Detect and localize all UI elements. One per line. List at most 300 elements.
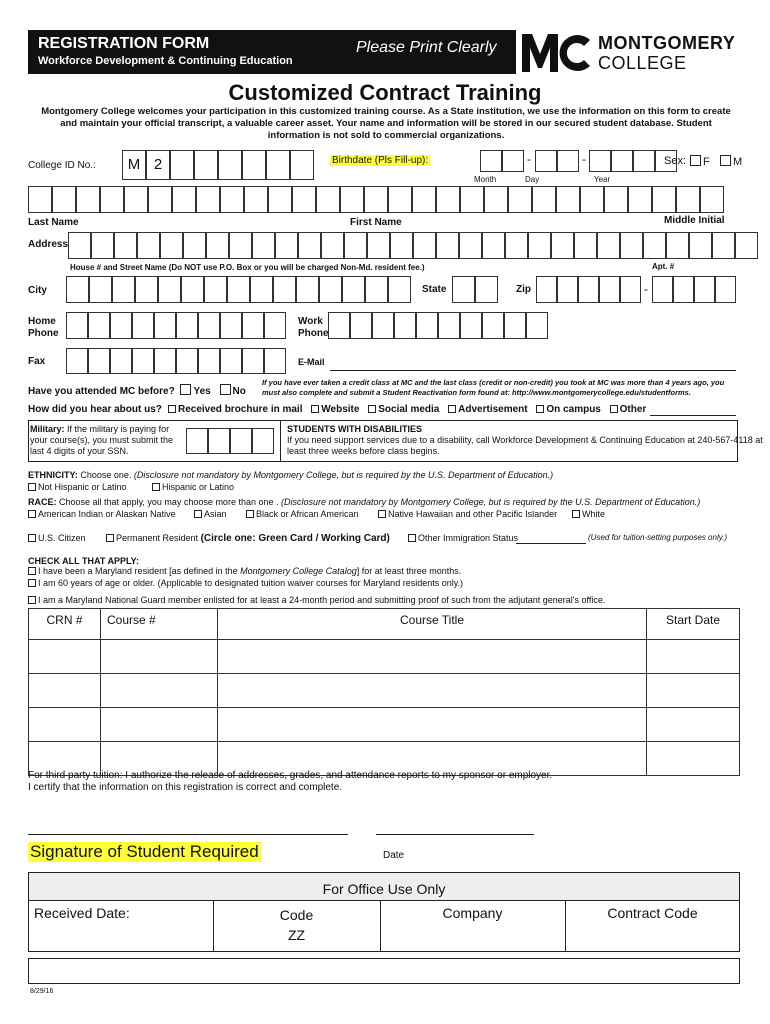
home-phone-label xyxy=(28,316,59,340)
sex-m-label: M xyxy=(733,156,743,168)
contract-code-label: Contract Code xyxy=(607,905,698,921)
city-char[interactable] xyxy=(66,276,89,303)
disabilities-note xyxy=(287,424,763,457)
name-field-row[interactable] xyxy=(28,186,724,213)
race-option[interactable] xyxy=(246,509,359,519)
address-char[interactable] xyxy=(551,232,574,259)
military-note xyxy=(30,424,173,457)
checkbox-icon[interactable] xyxy=(448,405,456,413)
last-name-char[interactable] xyxy=(52,186,76,213)
address-char[interactable] xyxy=(183,232,206,259)
start-date-cell[interactable] xyxy=(647,640,740,674)
address-char[interactable] xyxy=(206,232,229,259)
course-table xyxy=(28,608,740,776)
address-char[interactable] xyxy=(68,232,91,259)
checkbox-icon[interactable] xyxy=(168,405,176,413)
mc-logo-icon xyxy=(520,30,592,74)
address-char[interactable] xyxy=(275,232,298,259)
ethnicity-note: (Disclosure not mandatory by Montgomery College, but is required by the U.S. Department of Education.) xyxy=(133,470,554,480)
address-char[interactable] xyxy=(160,232,183,259)
city-char[interactable] xyxy=(112,276,135,303)
middle-initial-label: Middle Initial xyxy=(664,215,725,226)
permanent-resident-label: Permanent Resident xyxy=(116,533,199,543)
college-id-digit[interactable] xyxy=(290,150,314,180)
heard-option[interactable] xyxy=(536,404,600,415)
last-name-char[interactable] xyxy=(76,186,100,213)
race-header xyxy=(28,497,700,507)
citizen-label: U.S. Citizen xyxy=(38,533,86,543)
fax-digit[interactable] xyxy=(154,348,176,374)
form-title: Customized Contract Training xyxy=(228,80,542,105)
middle-initial-char[interactable] xyxy=(700,186,724,213)
other-immigration-label: Other Immigration Status xyxy=(418,533,519,543)
birth-day-digit[interactable] xyxy=(535,150,557,172)
college-id-digit[interactable] xyxy=(194,150,218,180)
disabilities-text: least three weeks before class begins. xyxy=(287,446,440,456)
city-char[interactable] xyxy=(365,276,388,303)
fax-digit[interactable] xyxy=(198,348,220,374)
address-char[interactable] xyxy=(137,232,160,259)
birth-year-digit[interactable] xyxy=(589,150,611,172)
zip-dash: - xyxy=(644,282,648,296)
attended-yes-label: Yes xyxy=(193,386,211,397)
address-char[interactable] xyxy=(620,232,643,259)
check-all-label: CHECK ALL THAT APPLY: xyxy=(28,556,140,566)
last-name-char[interactable] xyxy=(220,186,244,213)
phone-digit[interactable] xyxy=(132,312,154,339)
age-60-option[interactable] xyxy=(28,578,463,588)
phone-digit[interactable] xyxy=(526,312,548,339)
first-name-char[interactable] xyxy=(412,186,436,213)
fax-field[interactable] xyxy=(66,348,286,374)
citizen-option[interactable] xyxy=(28,533,86,543)
ssn-digit[interactable] xyxy=(252,428,274,454)
first-name-char[interactable] xyxy=(508,186,532,213)
ethnicity-option[interactable] xyxy=(28,482,127,492)
crn-cell[interactable] xyxy=(29,640,101,674)
attended-no-label: No xyxy=(232,386,246,397)
phone-digit[interactable] xyxy=(372,312,394,339)
zip4-field[interactable] xyxy=(652,276,736,303)
zip4-digit[interactable] xyxy=(715,276,736,303)
state-label: State xyxy=(422,284,447,295)
check-item-text: I am a Maryland National Guard member enlisted for at least a 24-month period and submitting proof of such from the adjutant general's office. xyxy=(38,595,606,605)
checkbox-icon[interactable] xyxy=(28,510,36,518)
ethnicity-option[interactable] xyxy=(152,482,234,492)
address-char[interactable] xyxy=(505,232,528,259)
course-title-cell[interactable] xyxy=(218,674,647,708)
fax-digit[interactable] xyxy=(88,348,110,374)
last-name-char[interactable] xyxy=(100,186,124,213)
birth-year-digit[interactable] xyxy=(611,150,633,172)
print-note: Please Print Clearly xyxy=(356,39,497,56)
military-label: Military: xyxy=(30,424,65,434)
city-label: City xyxy=(28,285,47,296)
city-char[interactable] xyxy=(89,276,112,303)
fax-digit[interactable] xyxy=(66,348,88,374)
other-immigration-option[interactable] xyxy=(408,533,518,543)
race-label: RACE: xyxy=(28,497,57,507)
phone-digit[interactable] xyxy=(416,312,438,339)
last-name-char[interactable] xyxy=(268,186,292,213)
checkbox-icon[interactable] xyxy=(28,483,36,491)
city-char[interactable] xyxy=(158,276,181,303)
city-char[interactable] xyxy=(204,276,227,303)
college-id-digit[interactable] xyxy=(170,150,194,180)
ssn-digit[interactable] xyxy=(230,428,252,454)
logo-text-montgomery: MONTGOMERY xyxy=(598,33,736,53)
race-option-label: Asian xyxy=(204,509,227,519)
race-option[interactable] xyxy=(28,509,176,519)
checkbox-icon[interactable] xyxy=(690,155,701,166)
address-char[interactable] xyxy=(413,232,436,259)
city-char[interactable] xyxy=(388,276,411,303)
city-char[interactable] xyxy=(250,276,273,303)
zip-digit[interactable] xyxy=(536,276,557,303)
phone-digit[interactable] xyxy=(88,312,110,339)
fax-digit[interactable] xyxy=(132,348,154,374)
city-char[interactable] xyxy=(227,276,250,303)
checkbox-icon[interactable] xyxy=(536,405,544,413)
phone-digit[interactable] xyxy=(394,312,416,339)
first-name-char[interactable] xyxy=(484,186,508,213)
zip-label: Zip xyxy=(516,284,531,295)
first-name-char[interactable] xyxy=(364,186,388,213)
checkbox-icon[interactable] xyxy=(220,384,231,395)
checkbox-icon[interactable] xyxy=(408,534,416,542)
race-option[interactable] xyxy=(572,509,605,519)
heard-options xyxy=(168,404,646,415)
home-phone-label-line: Home xyxy=(28,316,56,327)
form-type-title: REGISTRATION FORM xyxy=(38,35,210,52)
heard-option-label: Received brochure in mail xyxy=(178,404,303,415)
address-char[interactable] xyxy=(643,232,666,259)
address-char[interactable] xyxy=(390,232,413,259)
ssn-digit[interactable] xyxy=(208,428,230,454)
fax-digit[interactable] xyxy=(264,348,286,374)
last-name-char[interactable] xyxy=(244,186,268,213)
first-name-char[interactable] xyxy=(604,186,628,213)
checkbox-icon[interactable] xyxy=(246,510,254,518)
first-name-char[interactable] xyxy=(436,186,460,213)
phone-digit[interactable] xyxy=(110,312,132,339)
phone-digit[interactable] xyxy=(66,312,88,339)
ethnicity-option-label: Hispanic or Latino xyxy=(162,482,235,492)
college-id-field[interactable] xyxy=(122,150,314,180)
revision-date: 8/29/16 xyxy=(30,988,54,995)
apt-label: Apt. # xyxy=(652,262,675,271)
birth-month-field[interactable] xyxy=(480,150,524,172)
attended-label: Have you attended MC before? xyxy=(28,386,175,397)
checkbox-icon[interactable] xyxy=(368,405,376,413)
birth-month-digit[interactable] xyxy=(502,150,524,172)
course-number-cell[interactable] xyxy=(101,674,218,708)
phone-digit[interactable] xyxy=(264,312,286,339)
first-name-char[interactable] xyxy=(652,186,676,213)
course-title-header: Course Title xyxy=(218,609,647,640)
first-name-char[interactable] xyxy=(340,186,364,213)
start-date-cell[interactable] xyxy=(647,674,740,708)
phone-digit[interactable] xyxy=(350,312,372,339)
address-char[interactable] xyxy=(114,232,137,259)
intro-paragraph: Montgomery College welcomes your participation in this customized training course. As a State institution, we use the information on this form to create and maintain your official transcript, a valuable career asset. Your name and information will be stored in our secured student database. Student information is not sold to commercial organizations. xyxy=(41,106,731,141)
logo-text-college: COLLEGE xyxy=(598,53,687,73)
reactivation-note: If you have ever taken a credit class at MC and the last class (credit or non-credit) you took at MC was more than 4 years ago, you must also complete and submit a Student Reactivation form found at: http://www.montgomerycollege.edu/studentforms. xyxy=(262,378,725,397)
birth-day-field[interactable] xyxy=(535,150,579,172)
maryland-resident-option[interactable] xyxy=(28,566,461,576)
start-date-header: Start Date xyxy=(647,609,740,640)
course-number-cell[interactable] xyxy=(101,640,218,674)
address-char[interactable] xyxy=(574,232,597,259)
sex-label: Sex: xyxy=(664,155,687,167)
work-phone-field[interactable] xyxy=(328,312,548,339)
email-label: E-Mail xyxy=(298,357,325,367)
address-field-row[interactable] xyxy=(68,232,758,259)
table-row xyxy=(29,674,740,708)
email-input-line[interactable] xyxy=(330,370,736,371)
first-name-char[interactable] xyxy=(532,186,556,213)
catalog-name: Montgomery College Catalog xyxy=(240,566,357,576)
check-item-text: I am 60 years of age or older. (Applicable to designated tuition waiver courses for Maryland residents only.) xyxy=(38,578,464,588)
office-use-title: For Office Use Only xyxy=(322,881,446,897)
first-name-label: First Name xyxy=(350,217,402,228)
first-name-char[interactable] xyxy=(580,186,604,213)
fax-digit[interactable] xyxy=(110,348,132,374)
date-label: Date xyxy=(383,850,405,861)
zip-digit[interactable] xyxy=(599,276,620,303)
race-note: (Disclosure not mandatory by Montgomery College, but is required by the U.S. Department of Education.) xyxy=(281,497,701,507)
address-char[interactable] xyxy=(666,232,689,259)
race-option-label: Black or African American xyxy=(256,509,359,519)
checkbox-icon[interactable] xyxy=(152,483,160,491)
address-label: Address xyxy=(28,239,69,250)
heard-option-label: Other xyxy=(619,404,647,415)
table-header-row xyxy=(29,609,740,640)
first-name-char[interactable] xyxy=(676,186,700,213)
college-id-digit[interactable] xyxy=(266,150,290,180)
checkbox-icon[interactable] xyxy=(28,596,36,604)
last-name-char[interactable] xyxy=(196,186,220,213)
fax-label: Fax xyxy=(28,356,46,367)
heard-option[interactable] xyxy=(448,404,527,415)
address-char[interactable] xyxy=(459,232,482,259)
heard-option[interactable] xyxy=(168,404,303,415)
date-line[interactable] xyxy=(376,834,534,835)
signature-label: Signature of Student Required xyxy=(30,842,259,861)
ethnicity-label: ETHNICITY: xyxy=(28,470,78,480)
last-name-char[interactable] xyxy=(316,186,340,213)
ssn-digit[interactable] xyxy=(186,428,208,454)
work-phone-label xyxy=(298,316,329,340)
apt-char[interactable] xyxy=(689,232,712,259)
other-immigration-line[interactable] xyxy=(516,543,586,544)
ssn-last4-field[interactable] xyxy=(186,428,274,454)
fax-digit[interactable] xyxy=(242,348,264,374)
authorization-text xyxy=(28,770,552,794)
office-notes-field[interactable] xyxy=(28,958,740,984)
address-char[interactable] xyxy=(482,232,505,259)
birth-month-digit[interactable] xyxy=(480,150,502,172)
birthdate-dash: - xyxy=(527,152,531,166)
phone-digit[interactable] xyxy=(242,312,264,339)
zip4-digit[interactable] xyxy=(652,276,673,303)
checkbox-icon[interactable] xyxy=(106,534,114,542)
phone-digit[interactable] xyxy=(438,312,460,339)
race-option[interactable] xyxy=(194,509,227,519)
zip4-digit[interactable] xyxy=(694,276,715,303)
checkbox-icon[interactable] xyxy=(194,510,202,518)
fax-digit[interactable] xyxy=(220,348,242,374)
address-hint: House # and Street Name (Do NOT use P.O. Box or you will be charged Non-Md. resident fee.) xyxy=(70,263,425,272)
city-field-row[interactable] xyxy=(66,276,411,303)
table-row xyxy=(29,708,740,742)
birthdate-dash: - xyxy=(582,152,586,166)
address-char[interactable] xyxy=(229,232,252,259)
zip4-digit[interactable] xyxy=(673,276,694,303)
phone-digit[interactable] xyxy=(504,312,526,339)
first-name-char[interactable] xyxy=(388,186,412,213)
college-logo xyxy=(520,30,592,74)
birth-day-caption: Day xyxy=(525,175,540,184)
course-title-cell[interactable] xyxy=(218,708,647,742)
city-char[interactable] xyxy=(342,276,365,303)
home-phone-field[interactable] xyxy=(66,312,286,339)
checkbox-icon[interactable] xyxy=(311,405,319,413)
apt-char[interactable] xyxy=(712,232,735,259)
city-char[interactable] xyxy=(181,276,204,303)
phone-digit[interactable] xyxy=(176,312,198,339)
address-char[interactable] xyxy=(597,232,620,259)
check-item-text: I have been a Maryland resident [as defined in the xyxy=(38,566,241,576)
course-number-cell[interactable] xyxy=(101,708,218,742)
sex-f-option[interactable] xyxy=(690,155,710,168)
start-date-cell[interactable] xyxy=(647,708,740,742)
heard-option[interactable] xyxy=(368,404,439,415)
fax-digit[interactable] xyxy=(176,348,198,374)
national-guard-option[interactable] xyxy=(28,595,605,605)
signature-line[interactable] xyxy=(28,834,348,835)
phone-digit[interactable] xyxy=(482,312,504,339)
address-char[interactable] xyxy=(367,232,390,259)
crn-cell[interactable] xyxy=(29,674,101,708)
first-name-char[interactable] xyxy=(556,186,580,213)
checkbox-icon[interactable] xyxy=(28,534,36,542)
checkbox-icon[interactable] xyxy=(28,579,36,587)
zip-digit[interactable] xyxy=(557,276,578,303)
heard-option[interactable] xyxy=(610,404,647,415)
ethnicity-text: Choose one. xyxy=(80,470,132,480)
phone-digit[interactable] xyxy=(198,312,220,339)
last-name-char[interactable] xyxy=(28,186,52,213)
address-char[interactable] xyxy=(91,232,114,259)
phone-digit[interactable] xyxy=(460,312,482,339)
checkbox-icon[interactable] xyxy=(720,155,731,166)
code-cell xyxy=(213,905,380,945)
ethnicity-option-label: Not Hispanic or Latino xyxy=(38,482,127,492)
apt-char[interactable] xyxy=(735,232,758,259)
address-char[interactable] xyxy=(344,232,367,259)
disabilities-title: STUDENTS WITH DISABILITIES xyxy=(287,424,422,434)
race-text: Choose all that apply, you may choose more than one . xyxy=(59,497,279,507)
state-field[interactable] xyxy=(452,276,498,303)
phone-digit[interactable] xyxy=(154,312,176,339)
checkbox-icon[interactable] xyxy=(28,567,36,575)
heard-option-label: Website xyxy=(321,404,360,415)
home-phone-label-line: Phone xyxy=(28,328,59,339)
start-date-cell[interactable] xyxy=(647,742,740,776)
work-phone-label-line: Phone xyxy=(298,328,329,339)
sex-f-label: F xyxy=(703,156,710,168)
ethnicity-header xyxy=(28,470,553,480)
phone-digit[interactable] xyxy=(328,312,350,339)
zip-digit[interactable] xyxy=(620,276,641,303)
birth-month-caption: Month xyxy=(474,175,497,184)
heard-option[interactable] xyxy=(311,404,359,415)
first-name-char[interactable] xyxy=(460,186,484,213)
address-char[interactable] xyxy=(436,232,459,259)
first-name-char[interactable] xyxy=(628,186,652,213)
birth-year-digit[interactable] xyxy=(633,150,655,172)
college-id-digit[interactable] xyxy=(242,150,266,180)
race-option-label: American Indian or Alaskan Native xyxy=(38,509,176,519)
zip-field[interactable] xyxy=(536,276,641,303)
address-char[interactable] xyxy=(298,232,321,259)
box-divider xyxy=(280,420,281,462)
crn-header: CRN # xyxy=(29,609,101,640)
phone-digit[interactable] xyxy=(220,312,242,339)
last-name-char[interactable] xyxy=(148,186,172,213)
college-id-digit[interactable] xyxy=(218,150,242,180)
work-phone-label-line: Work xyxy=(298,316,323,327)
last-name-char[interactable] xyxy=(292,186,316,213)
heard-other-line[interactable] xyxy=(650,415,736,416)
city-char[interactable] xyxy=(296,276,319,303)
heard-label: How did you hear about us? xyxy=(28,404,162,415)
city-char[interactable] xyxy=(273,276,296,303)
checkbox-icon[interactable] xyxy=(572,510,580,518)
checkbox-icon[interactable] xyxy=(180,384,191,395)
checkbox-icon[interactable] xyxy=(610,405,618,413)
state-char[interactable] xyxy=(452,276,475,303)
military-text: last 4 digits of your SSN. xyxy=(30,446,129,456)
last-name-char[interactable] xyxy=(124,186,148,213)
company-label: Company xyxy=(442,905,503,921)
authorization-line: For third party tuition: I authorize the release of addresses, grades, and attendance reports to my sponsor or employer. xyxy=(28,770,553,781)
military-text: If the military is paying for xyxy=(67,424,170,434)
last-name-char[interactable] xyxy=(172,186,196,213)
crn-cell[interactable] xyxy=(29,708,101,742)
birth-year-caption: Year xyxy=(594,175,611,184)
permanent-resident-option[interactable] xyxy=(106,533,390,544)
address-char[interactable] xyxy=(528,232,551,259)
state-char[interactable] xyxy=(475,276,498,303)
city-char[interactable] xyxy=(135,276,158,303)
city-char[interactable] xyxy=(319,276,342,303)
sex-m-option[interactable] xyxy=(720,155,742,168)
code-value: ZZ xyxy=(287,927,306,943)
birth-day-digit[interactable] xyxy=(557,150,579,172)
address-char[interactable] xyxy=(321,232,344,259)
address-char[interactable] xyxy=(252,232,275,259)
checkbox-icon[interactable] xyxy=(378,510,386,518)
zip-digit[interactable] xyxy=(578,276,599,303)
race-option-label: White xyxy=(582,509,606,519)
last-name-label: Last Name xyxy=(28,217,79,228)
course-title-cell[interactable] xyxy=(218,640,647,674)
heard-option-label: On campus xyxy=(546,404,601,415)
tuition-note: (Used for tuition-setting purposes only.) xyxy=(588,533,728,542)
race-option[interactable] xyxy=(378,509,557,519)
